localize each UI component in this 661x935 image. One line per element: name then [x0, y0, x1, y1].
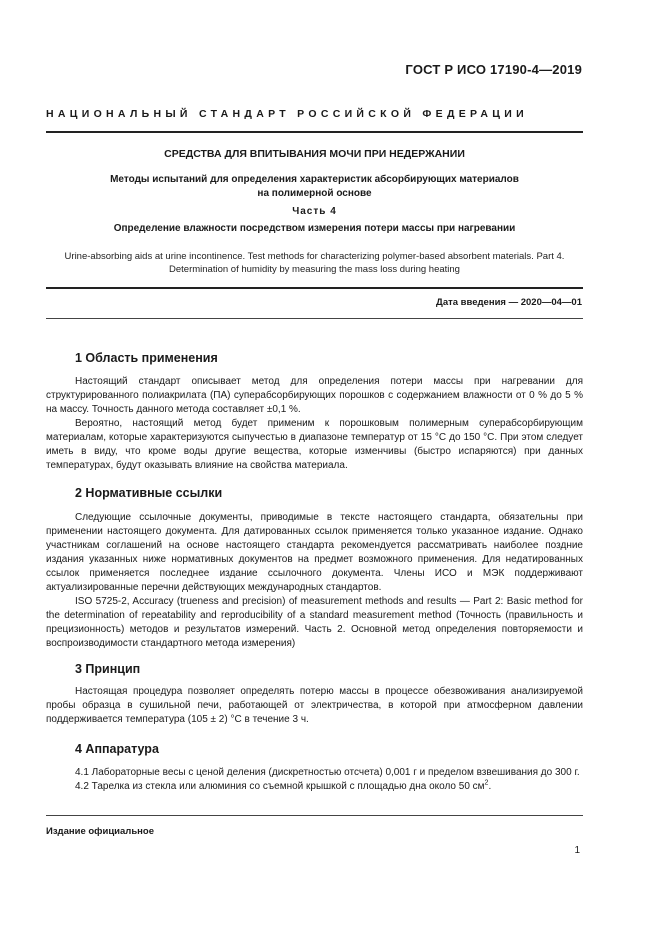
section-1-paragraph-1: Настоящий стандарт описывает метод для определения потери массы при нагревании для структурированного полиакрилата (ПА) суперабсорбирующих порошков с содержанием влажности от 0 % до 5 % на массу. Точность данного метода составляет ±0,1 %.: [46, 376, 583, 415]
standard-code: ГОСТ Р ИСО 17190-4—2019: [405, 62, 582, 77]
section-1-body: [46, 375, 583, 473]
section-2-paragraph-1: Следующие ссылочные документы, приводимые в тексте настоящего стандарта, обязательны при применении настоящего документа. Для датированных ссылок применяется только указанное издание. Однако участникам соглашений на основе настоящего стандарта рекомендуется рассматривать наиболее поздние издания указанных ниже нормативных документов на предмет возможного применения. Для недатированных ссылок применяется последнее издание ссылочного документа. Члены ИСО и МЭК поддерживают актуализированные перечни действующих международных стандартов.: [46, 512, 583, 593]
english-title: [46, 250, 583, 276]
section-4-heading: 4 Аппаратура: [75, 742, 159, 756]
document-title: СРЕДСТВА ДЛЯ ВПИТЫВАНИЯ МОЧИ ПРИ НЕДЕРЖАНИИ: [164, 148, 465, 160]
footer-rule: [46, 815, 583, 816]
section-4-item-2-text: 4.2 Тарелка из стекла или алюминия со съемной крышкой с площадью дна около 50 см: [75, 781, 485, 792]
section-3-paragraph-1: Настоящая процедура позволяет определять потерю массы в процессе обезвоживания анализируемой пробы образца в сушильной печи, работающей от электричества, в которой при атмосферном давлении поддерживается температура (105 ± 2) °С в течение 3 ч.: [46, 686, 583, 725]
national-standard-banner: НАЦИОНАЛЬНЫЙ СТАНДАРТ РОССИЙСКОЙ ФЕДЕРАЦИИ: [46, 108, 528, 120]
title-bottom-rule: [46, 287, 583, 289]
document-subtitle: [46, 173, 583, 201]
section-3-body: [46, 685, 583, 727]
section-2-body: [46, 511, 583, 651]
english-title-line-1: Urine-absorbing aids at urine incontinence. Test methods for characterizing polymer-based absorbent materials. Part 4.: [64, 251, 565, 262]
top-rule: [46, 131, 583, 133]
section-4-item-2-end: .: [488, 781, 492, 792]
date-rule: [46, 318, 583, 319]
section-4-item-1: 4.1 Лабораторные весы с ценой деления (дискретностью отсчета) 0,001 г и пределом взвешивания до 300 г.: [75, 767, 580, 778]
subtitle-line-1: Методы испытаний для определения характеристик абсорбирующих материалов: [110, 174, 519, 185]
section-2-paragraph-2: ISO 5725-2, Accuracy (trueness and precision) of measurement methods and results — Part 2: Basic method for the determination of repeatability and reproducibility of a standard measurement method (Точность (правильность и прецизионность) методов и результатов измерений. Часть 2. Основной метод определения повторяемости и воспроизводимости стандартного метода измерения): [46, 596, 583, 649]
english-title-line-2: Determination of humidity by measuring the mass loss during heating: [169, 264, 460, 275]
section-1-heading: 1 Область применения: [75, 351, 218, 365]
section-3-heading: 3 Принцип: [75, 662, 141, 676]
superscript-2: 2: [484, 779, 489, 787]
section-1-paragraph-2: Вероятно, настоящий метод будет применим к порошковым полимерным суперабсорбирующим материалам, которые характеризуются сыпучестью в диапазоне температур от 15 °С до 150 °С. При этом следует иметь в виду, что кроме воды другие вещества, которые изменчивы (быстро испаряются) при данных температурах, будут оказывать влияние на свойства материала.: [46, 418, 583, 471]
intro-date: Дата введения — 2020—04—01: [436, 297, 582, 308]
section-2-heading: 2 Нормативные ссылки: [75, 486, 223, 500]
section-4-body: [46, 766, 583, 794]
part-label: Часть 4: [292, 206, 337, 217]
part-title: Определение влажности посредством измерения потери массы при нагревании: [113, 223, 516, 234]
subtitle-line-2: на полимерной основе: [257, 188, 372, 199]
page-number: 1: [574, 845, 580, 856]
section-4-item-2: [46, 780, 583, 794]
edition-label: Издание официальное: [46, 826, 154, 837]
